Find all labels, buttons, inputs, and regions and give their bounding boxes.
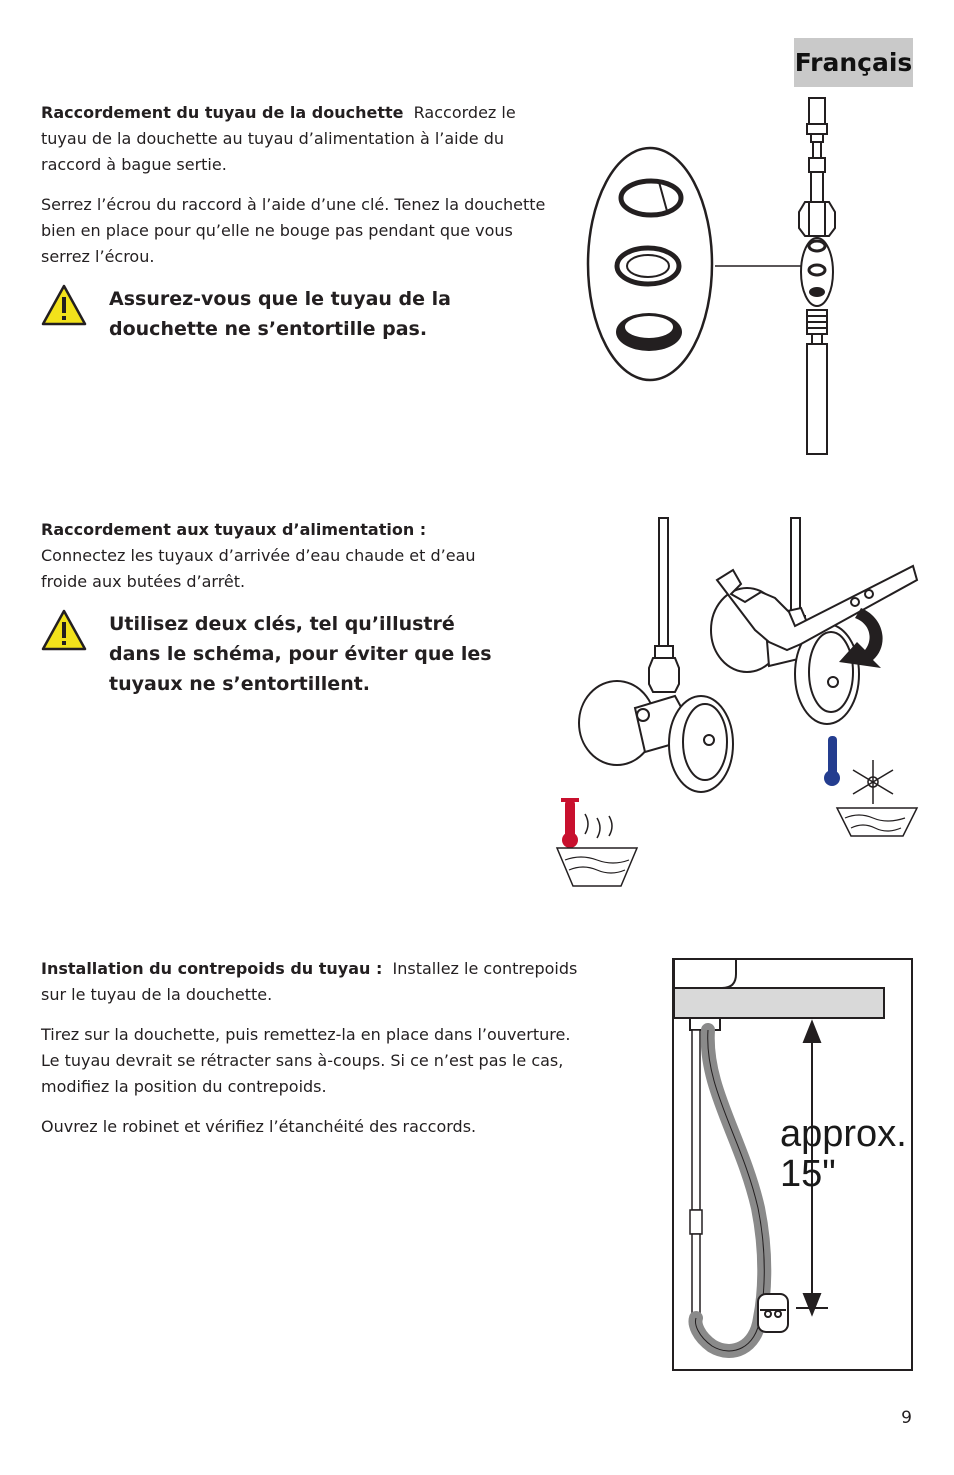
section-supply-connection-paragraph: [41, 517, 521, 595]
section-text: Ouvrez le robinet et vérifiez l’étanchéité des raccords.: [41, 1117, 477, 1136]
ring-part: [617, 248, 679, 284]
snowflake-icon: [853, 760, 893, 804]
section-text: Raccordez le tuyau de la douchette au tuyau d’alimentation à l’aide du raccord à bague sertie.: [41, 103, 516, 174]
section-text: Connectez les tuyaux d’arrivée d’eau chaude et d’eau froide aux butées d’arrêt.: [41, 546, 476, 591]
fitting-stack: [801, 238, 833, 306]
supply-pipe: [692, 1030, 700, 1210]
figure-counterweight: [672, 958, 914, 1372]
dimension-label-line2: 15": [780, 1153, 836, 1195]
section-text: Serrez l’écrou du raccord à l’aide d’une clé. Tenez la douchette bien en place pour qu’elle ne bouge pas pendant que vous serrez l’écrou.: [41, 195, 546, 266]
supply-pipe: [799, 98, 835, 236]
figure-hose-fitting: [585, 98, 865, 458]
warning-two-wrenches: [41, 609, 511, 699]
figure-stop-valves: [555, 518, 915, 890]
section-text: Tirez sur la douchette, puis remettez-la en place dans l’ouverture. Le tuyau devrait se rétracter sans à-coups. Si ce n’est pas le cas, modifiez la position du contrepoids.: [41, 1025, 571, 1096]
split-ring-part: [621, 181, 681, 215]
section-title: Raccordement du tuyau de la douchette: [41, 103, 404, 122]
page-number: 9: [901, 1408, 912, 1428]
warning-hose-kink: [41, 284, 501, 344]
section-counterweight-paragraph: [41, 956, 586, 1008]
language-tab: Français: [794, 38, 913, 87]
warning-text: Assurez-vous que le tuyau de la douchette ne s’entortille pas.: [109, 288, 451, 340]
section-supply-connection: [41, 517, 521, 609]
section-hose-connection: [41, 100, 556, 284]
section-title: Raccordement aux tuyaux d’alimentation :: [41, 520, 427, 539]
section-title: Installation du contrepoids du tuyau :: [41, 959, 383, 978]
warning-triangle-icon: [41, 609, 87, 651]
section-hose-connection-paragraph: [41, 100, 556, 178]
section-text: Installez le contrepoids sur le tuyau de la douchette.: [41, 959, 578, 1004]
counterweight: [758, 1294, 788, 1332]
dimension-label-line1: approx.: [780, 1113, 907, 1155]
warning-text: Utilisez deux clés, tel qu’illustré dans le schéma, pour éviter que les tuyaux ne s’entortillent.: [109, 613, 492, 695]
hot-thermometer-icon: [557, 798, 637, 886]
washer-part: [616, 313, 682, 351]
stop-valve-hot: [579, 518, 733, 792]
warning-triangle-icon: [41, 284, 87, 326]
section-counterweight: [41, 956, 586, 1154]
hose-end: [807, 310, 827, 454]
